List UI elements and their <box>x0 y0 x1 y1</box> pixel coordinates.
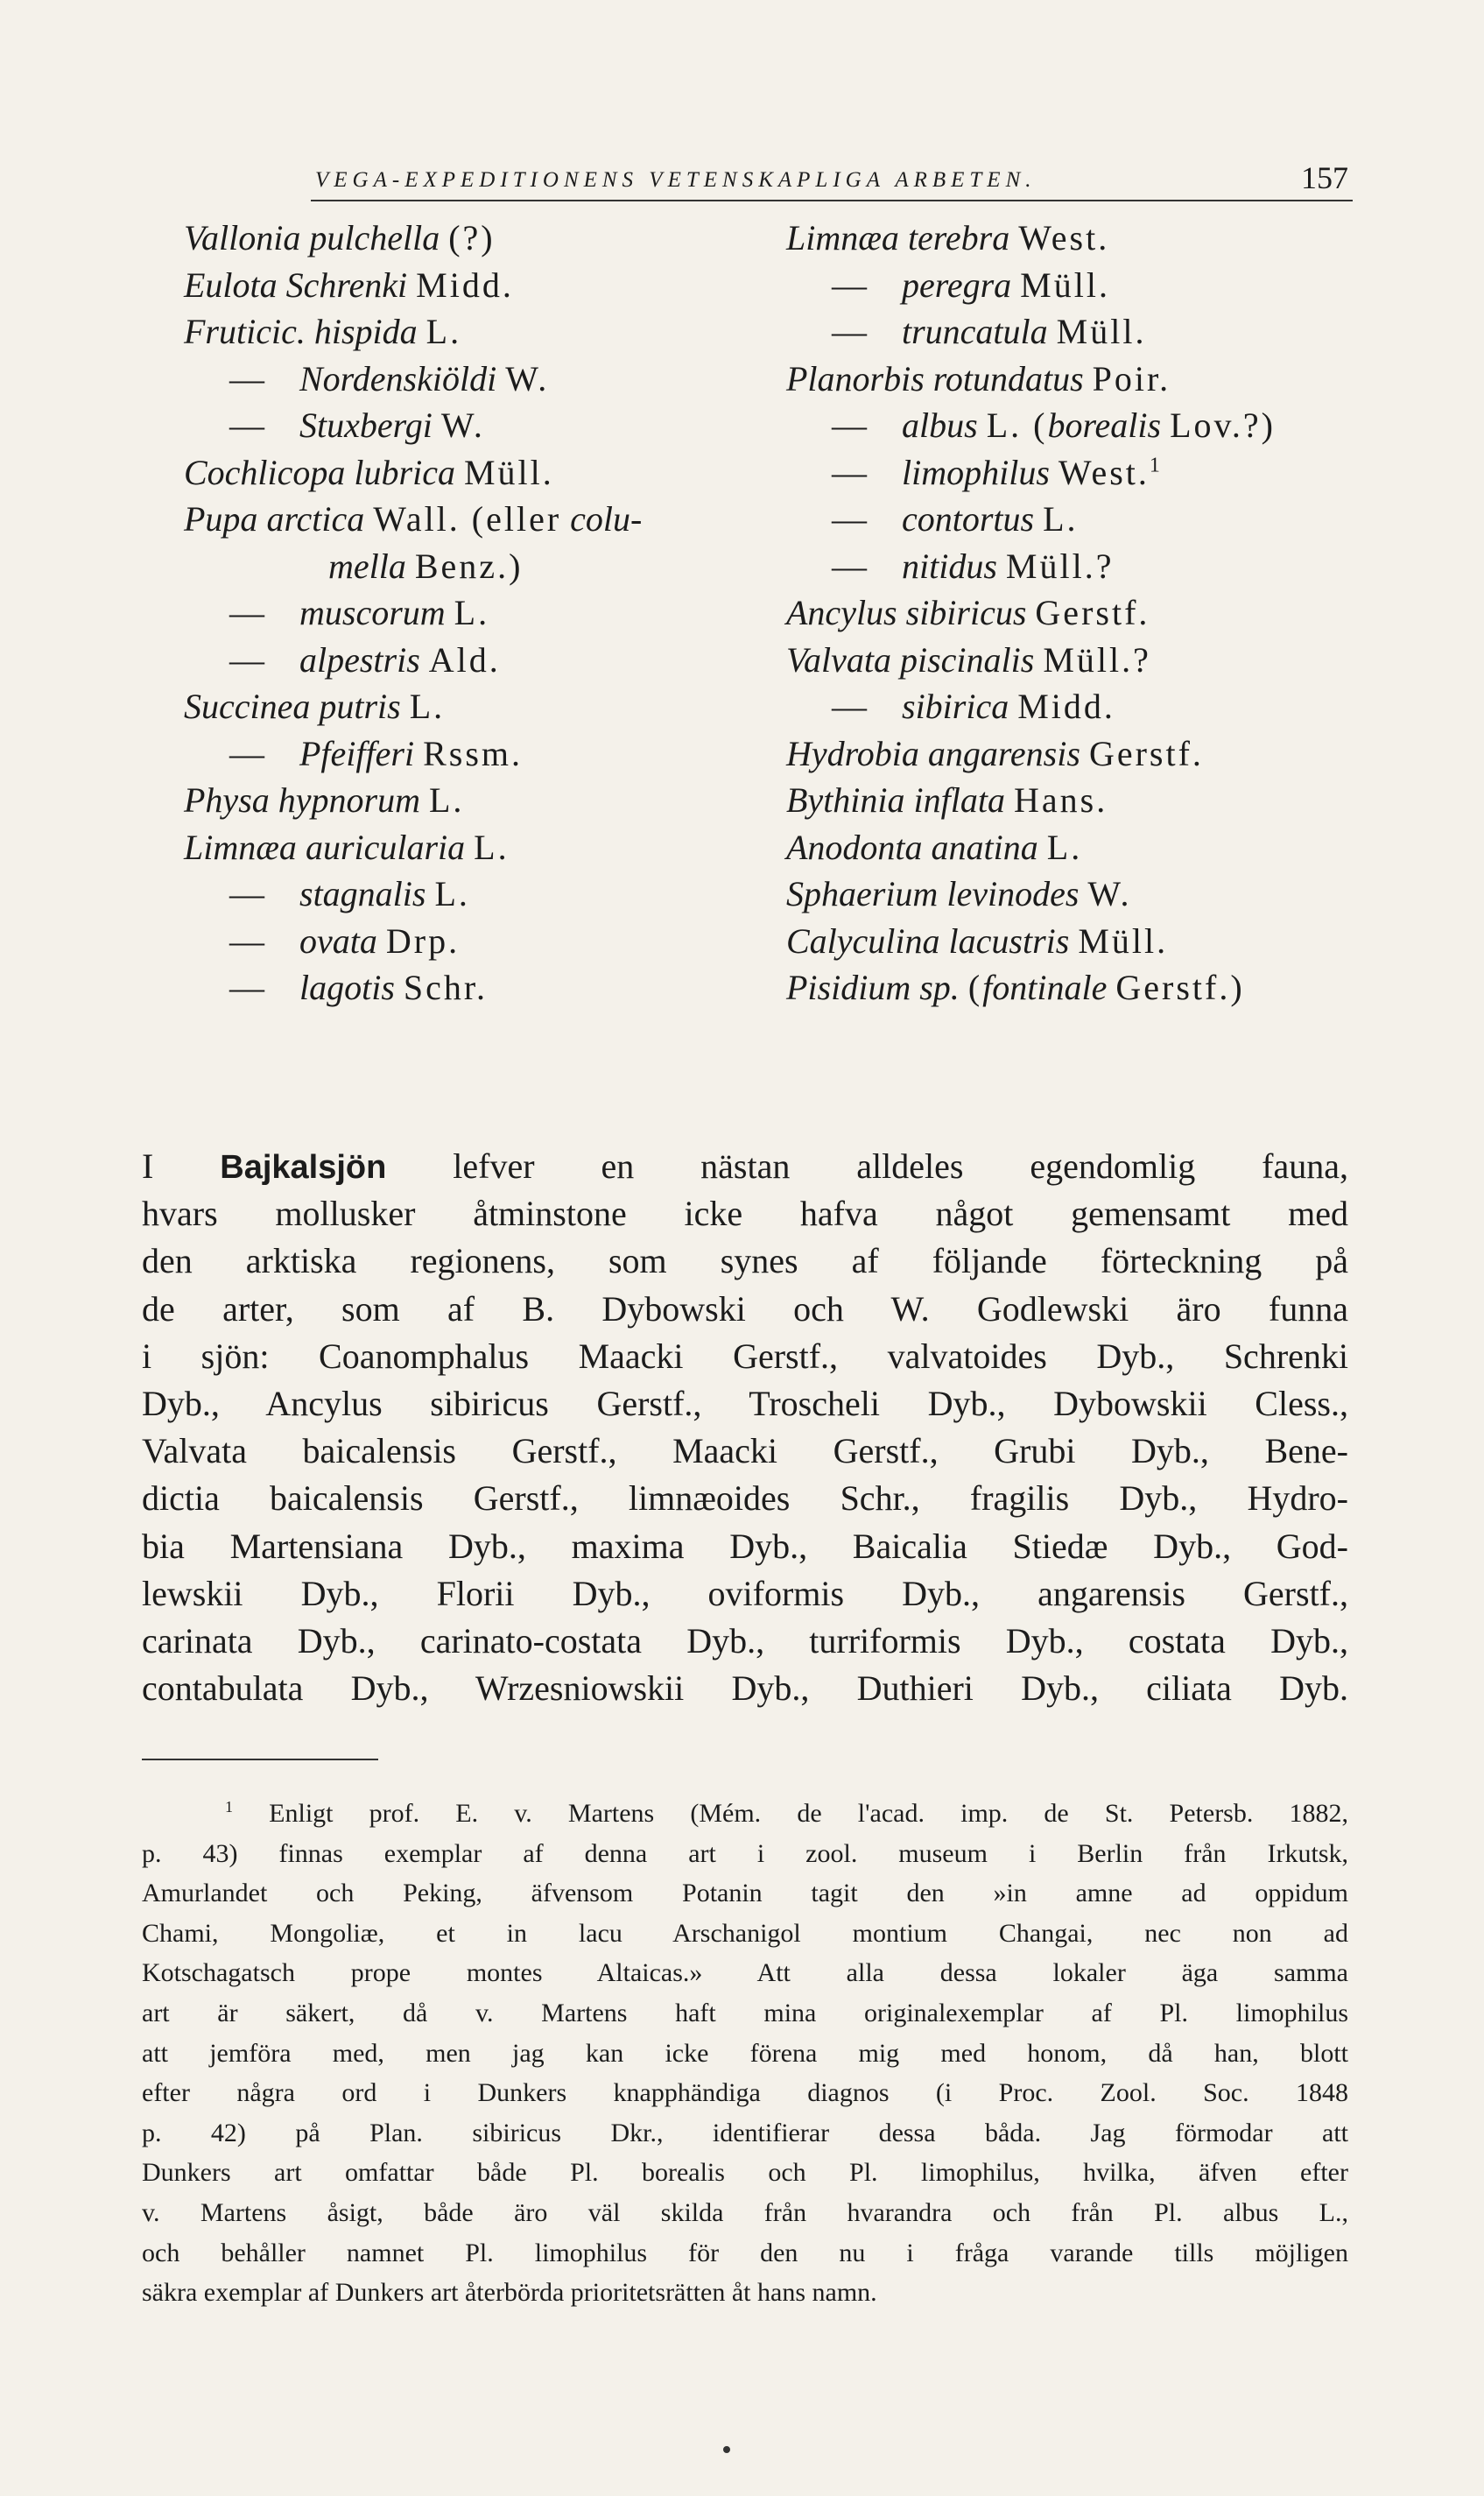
ditto-dash: — <box>832 452 867 492</box>
ditto-dash: — <box>832 687 867 726</box>
bajkal-paragraph <box>142 1143 1348 1712</box>
paragraph-line: Dyb., Ancylus sibiricus Gerstf., Troscheli Dyb., Dybowskii Cless., <box>142 1383 1348 1423</box>
species-author: Müll.? <box>1043 639 1151 680</box>
header-rule <box>311 200 1353 201</box>
ink-speck <box>723 2446 730 2453</box>
species-entry <box>786 308 1382 356</box>
species-name: sibirica <box>902 687 1009 726</box>
species-entry <box>184 215 744 262</box>
footnote-line: att jemföra med, men jag kan icke förena mig med honom, då han, blott <box>142 2038 1348 2068</box>
species-name: truncatula <box>902 312 1048 351</box>
footnote-line: Chami, Mongoliæ, et in lacu Arschanigol montium Changai, nec non ad <box>142 1918 1348 1948</box>
footnote-line-text: Enligt prof. E. v. Martens (Mém. de l'acad. imp. de St. Petersb. 1882, <box>269 1799 1349 1828</box>
paragraph-line-text: lefver en nästan alldeles egendomlig fauna, <box>453 1146 1349 1186</box>
species-name: arctica <box>266 499 365 539</box>
ditto-dash: — <box>832 499 867 539</box>
species-entry <box>184 356 744 403</box>
species-entry <box>786 589 1382 637</box>
species-author: Müll. <box>463 452 554 492</box>
species-entry <box>184 543 744 590</box>
species-entry <box>184 402 744 449</box>
species-entry <box>786 262 1382 309</box>
species-author: Müll.? <box>1005 546 1115 586</box>
ditto-dash: — <box>832 264 867 305</box>
species-name: Nordenskiöldi <box>299 358 497 398</box>
ditto-dash: — <box>229 968 264 1007</box>
footnote-line: art är säkert, då v. Martens haft mina originalexemplar af Pl. limophilus <box>142 1998 1348 2027</box>
genus-name: Limnæa <box>184 827 297 867</box>
species-entry <box>184 871 744 918</box>
species-name: muscorum <box>299 593 446 632</box>
footnote-line: p. 43) finnas exemplar af denna art i zool. museum i Berlin från Irkutsk, <box>142 1838 1348 1868</box>
species-name: anatina <box>931 827 1038 867</box>
footnote-line: Dunkers art omfattar både Pl. borealis och Pl. limophilus, hvilka, äfven efter <box>142 2158 1348 2188</box>
species-entry <box>184 262 744 309</box>
ditto-dash: — <box>832 546 867 586</box>
species-name-continued: colu- <box>570 499 643 539</box>
paragraph-line: dictia baicalensis Gerstf., limnæoides Schr., fragilis Dyb., Hydro- <box>142 1478 1348 1519</box>
paragraph-line: contabulata Dyb., Wrzesniowskii Dyb., Duthieri Dyb., ciliata Dyb. <box>142 1668 1348 1709</box>
species-author: West. <box>1018 218 1110 257</box>
species-author: L. <box>409 687 446 726</box>
species-name: auricularia <box>305 827 466 867</box>
species-name: lubrica <box>354 452 455 492</box>
genus-name: Bythinia <box>786 780 905 820</box>
footnote <box>142 1794 1348 2313</box>
genus-name: Fruticic. <box>184 312 306 351</box>
paragraph-line: hvars mollusker åtminstone icke hafva något gemensamt med <box>142 1194 1348 1234</box>
footnote-line: p. 42) på Plan. sibiricus Dkr., identifierar dessa båda. Jag förmodar att <box>142 2118 1348 2147</box>
species-entry <box>786 449 1382 497</box>
footnote-rule <box>142 1759 378 1760</box>
species-author: Midd. <box>1017 687 1115 726</box>
species-name: sibiricus <box>905 593 1027 632</box>
species-entry <box>786 356 1382 403</box>
ditto-dash: — <box>229 639 264 680</box>
species-entry <box>184 824 744 871</box>
ditto-dash: — <box>832 405 867 445</box>
genus-name: Anodonta <box>786 827 923 867</box>
species-name: mella <box>328 546 406 586</box>
genus-name: Limnæa <box>786 218 899 257</box>
genus-name: Pisidium <box>786 968 911 1007</box>
paragraph-line <box>142 1143 1348 1190</box>
species-name: hispida <box>313 312 418 351</box>
species-name: nitidus <box>902 546 997 586</box>
genus-name: Sphaerium <box>786 874 939 913</box>
footnote-line: säkra exemplar af Dunkers art återbörda prioritetsrätten åt hans namn. <box>142 2278 877 2308</box>
species-name: Pfeifferi <box>299 733 415 773</box>
species-author: Midd. <box>416 264 514 305</box>
species-author: L. <box>428 780 465 820</box>
species-name: angarensis <box>927 733 1080 773</box>
genus-name: Ancylus <box>786 593 897 632</box>
species-author: Drp. <box>385 920 461 961</box>
species-author: W. <box>1087 874 1132 913</box>
footnote-line: Amurlandet och Peking, äfvensom Potanin tagit den »in amne ad oppidum <box>142 1879 1348 1908</box>
species-name: lacustris <box>948 920 1070 961</box>
species-name: limophilus <box>902 452 1050 492</box>
species-synonym: borealis <box>1047 405 1162 445</box>
species-author: West. <box>1058 452 1150 492</box>
species-author: Hans. <box>1013 780 1108 820</box>
species-entry <box>184 308 744 356</box>
ditto-dash: — <box>229 593 264 632</box>
species-name: Schrenki <box>285 264 408 305</box>
species-entry <box>786 777 1382 824</box>
species-name: rotundatus <box>932 358 1084 398</box>
footnote-line: v. Martens åsigt, både äro väl skilda från hvarandra och från Pl. albus L., <box>142 2197 1348 2227</box>
genus-name: Cochlicopa <box>184 452 346 492</box>
footnote-marker: 1 <box>225 1798 233 1816</box>
species-name: stagnalis <box>299 874 426 913</box>
species-author: ( <box>967 968 983 1007</box>
paragraph-line: bia Martensiana Dyb., maxima Dyb., Baicalia Stiedæ Dyb., God- <box>142 1526 1348 1566</box>
species-author: L. <box>434 874 470 913</box>
species-author: W. <box>440 405 485 445</box>
species-entry <box>184 637 744 684</box>
species-name: putris <box>319 687 401 726</box>
species-author: Schr. <box>403 968 489 1007</box>
species-entry <box>786 871 1382 918</box>
genus-name: Vallonia <box>184 218 301 257</box>
genus-name: Valvata <box>786 639 891 680</box>
paragraph-line: carinata Dyb., carinato-costata Dyb., turriformis Dyb., costata Dyb., <box>142 1620 1348 1660</box>
species-entry <box>786 215 1382 262</box>
species-author: Gerstf. <box>1088 733 1204 773</box>
species-entry <box>786 496 1382 543</box>
ditto-dash: — <box>229 874 264 913</box>
footnote-line: efter några ord i Dunkers knapphändiga diagnos (i Proc. Zool. Soc. 1848 <box>142 2078 1348 2108</box>
species-author: W. <box>505 358 550 398</box>
species-entry <box>184 730 744 778</box>
species-name: piscinalis <box>899 639 1035 680</box>
species-author: Poir. <box>1092 358 1171 398</box>
species-list-right <box>786 215 1382 1012</box>
species-author: Müll. <box>1078 920 1169 961</box>
species-author: Rssm. <box>423 733 524 773</box>
paragraph-line: den arktiska regionens, som synes af följande förteckning på <box>142 1241 1348 1281</box>
species-name: albus <box>902 405 978 445</box>
genus-name: Physa <box>184 780 270 820</box>
species-author: Wall. (eller <box>373 499 562 539</box>
paragraph-line: de arter, som af B. Dybowski och W. Godlewski äro funna <box>142 1288 1348 1329</box>
species-entry <box>786 964 1382 1012</box>
synonym-author: Lov.?) <box>1170 405 1277 445</box>
footnote-line: Kotschagatsch prope montes Altaicas.» Att alla dessa lokaler äga samma <box>142 1958 1348 1988</box>
species-name: terebra <box>907 218 1010 257</box>
paragraph-line: lewskii Dyb., Florii Dyb., oviformis Dyb., angarensis Gerstf., <box>142 1573 1348 1613</box>
species-name: levinodes <box>946 874 1080 913</box>
species-author: Müll. <box>1056 312 1147 351</box>
lake-name: Bajkalsjön <box>220 1149 387 1186</box>
species-name: pulchella <box>309 218 440 257</box>
species-synonym: fontinale <box>982 968 1108 1007</box>
species-name: alpestris <box>299 639 420 680</box>
paragraph-line: i sjön: Coanomphalus Maacki Gerstf., valvatoides Dyb., Schrenki <box>142 1336 1348 1376</box>
running-title: VEGA-EXPEDITIONENS VETENSKAPLIGA ARBETEN. <box>315 168 1037 192</box>
footnote-ref: 1 <box>1149 454 1160 477</box>
species-name: ovata <box>299 920 377 961</box>
genus-name: Planorbis <box>786 358 925 398</box>
species-entry <box>184 964 744 1012</box>
paragraph-initial: I <box>142 1146 221 1186</box>
genus-name: Calyculina <box>786 920 940 961</box>
species-entry <box>786 824 1382 871</box>
genus-name: Succinea <box>184 687 311 726</box>
species-name: hypnorum <box>278 780 420 820</box>
species-author: Müll. <box>1020 264 1110 305</box>
genus-name: Pupa <box>184 499 258 539</box>
ditto-dash: — <box>229 405 264 445</box>
species-entry <box>184 683 744 730</box>
ditto-dash: — <box>229 358 264 398</box>
species-name: inflata <box>913 780 1005 820</box>
species-author: Gerstf. <box>1035 593 1150 632</box>
genus-name: Eulota <box>184 264 278 305</box>
species-author: L. <box>454 593 490 632</box>
species-entry <box>786 637 1382 684</box>
species-entry <box>786 918 1382 965</box>
species-entry <box>184 589 744 637</box>
genus-name: Hydrobia <box>786 733 919 773</box>
species-author: (?) <box>448 218 496 257</box>
species-author: L. ( <box>986 405 1048 445</box>
species-entry <box>184 777 744 824</box>
species-name: lagotis <box>299 968 395 1007</box>
ditto-dash: — <box>832 312 867 351</box>
species-entry <box>786 683 1382 730</box>
species-author: L. <box>474 827 510 867</box>
species-author: Ald. <box>428 639 501 680</box>
species-entry <box>786 402 1382 449</box>
species-author: Benz.) <box>414 546 524 586</box>
species-author: L. <box>1046 827 1083 867</box>
footnote-line: och behåller namnet Pl. limophilus för den nu i fråga varande tills möjligen <box>142 2238 1348 2267</box>
footnote-line <box>142 1794 1348 1834</box>
species-list-left <box>184 215 744 1012</box>
species-name: sp. <box>919 968 960 1007</box>
synonym-author: Gerstf.) <box>1115 968 1245 1007</box>
species-entry <box>184 449 744 497</box>
page-number: 157 <box>1301 160 1348 195</box>
species-entry <box>786 543 1382 590</box>
ditto-dash: — <box>229 733 264 773</box>
species-entry <box>184 496 744 543</box>
species-name: contortus <box>902 499 1035 539</box>
ditto-dash: — <box>229 920 264 961</box>
species-entry <box>184 918 744 965</box>
species-name: peregra <box>902 264 1012 305</box>
species-author: L. <box>1043 499 1079 539</box>
paragraph-line: Valvata baicalensis Gerstf., Maacki Gerstf., Grubi Dyb., Bene- <box>142 1431 1348 1471</box>
species-entry <box>786 730 1382 778</box>
species-name: Stuxbergi <box>299 405 433 445</box>
species-author: L. <box>426 312 462 351</box>
